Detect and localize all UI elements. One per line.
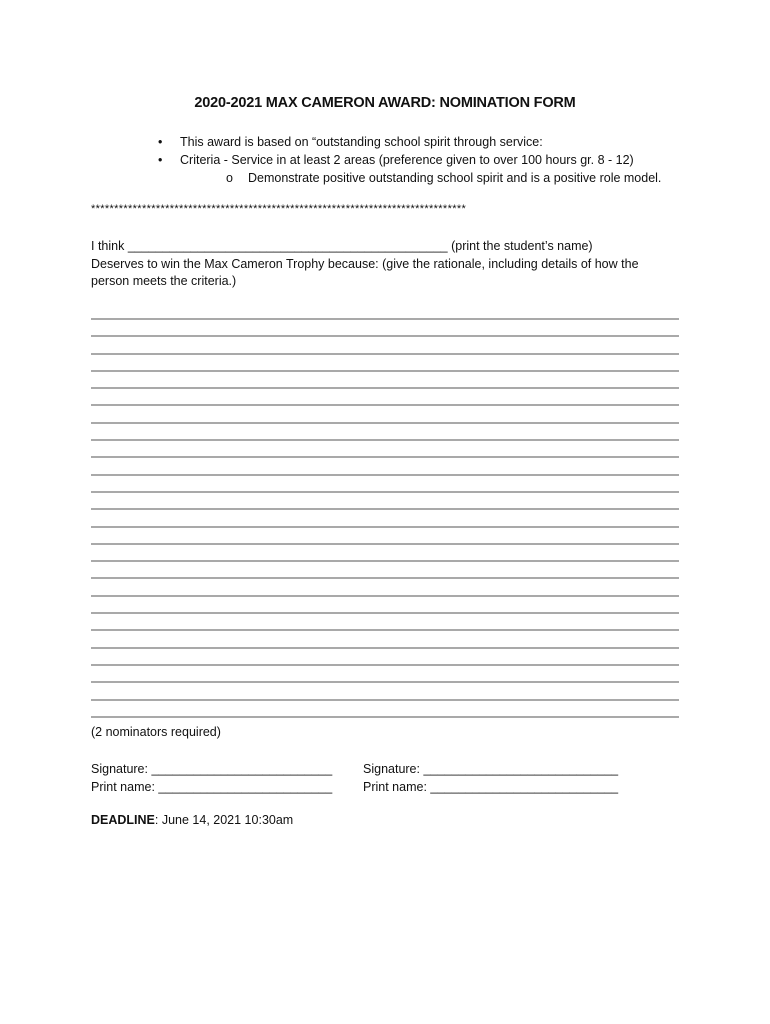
student-name-line[interactable]: I think ______________________________________________ (print the student’s name) xyxy=(91,239,593,253)
writing-line[interactable] xyxy=(91,716,679,718)
writing-line[interactable] xyxy=(91,612,679,614)
writing-line[interactable] xyxy=(91,491,679,493)
rationale-writing-area[interactable] xyxy=(91,318,679,733)
deadline-value: : June 14, 2021 10:30am xyxy=(154,813,294,827)
writing-line[interactable] xyxy=(91,508,679,510)
nominators-required-note: (2 nominators required) xyxy=(91,725,221,739)
writing-line[interactable] xyxy=(91,474,679,476)
writing-line[interactable] xyxy=(91,647,679,649)
nominator-1-print-name-line[interactable]: Print name: _________________________ xyxy=(91,780,333,794)
criteria-list xyxy=(158,133,661,187)
writing-line[interactable] xyxy=(91,439,679,441)
writing-line[interactable] xyxy=(91,353,679,355)
writing-line[interactable] xyxy=(91,370,679,372)
list-item xyxy=(158,151,661,169)
nominator-1-signature-line[interactable]: Signature: __________________________ xyxy=(91,762,333,776)
writing-line[interactable] xyxy=(91,335,679,337)
writing-line[interactable] xyxy=(91,664,679,666)
writing-line[interactable] xyxy=(91,629,679,631)
rationale-prompt-cont: person meets the criteria.) xyxy=(91,274,237,288)
writing-line[interactable] xyxy=(91,699,679,701)
writing-line[interactable] xyxy=(91,681,679,683)
form-title: 2020-2021 MAX CAMERON AWARD: NOMINATION FORM xyxy=(194,95,576,111)
writing-line[interactable] xyxy=(91,595,679,597)
bullet-icon: • xyxy=(158,153,163,167)
writing-line[interactable] xyxy=(91,404,679,406)
bullet-text-award-basis: This award is based on “outstanding school spirit through service: xyxy=(180,135,543,149)
writing-line[interactable] xyxy=(91,560,679,562)
deadline xyxy=(91,813,293,827)
writing-line[interactable] xyxy=(91,526,679,528)
rationale-prompt: Deserves to win the Max Cameron Trophy because: (give the rationale, including details of how the xyxy=(91,256,639,271)
writing-line[interactable] xyxy=(91,422,679,424)
bullet-icon: • xyxy=(158,135,163,149)
bullet-text-criteria: Criteria - Service in at least 2 areas (preference given to over 100 hours gr. 8 - 12) xyxy=(180,153,634,167)
nominator-2-signature-line[interactable]: Signature: ____________________________ xyxy=(363,762,619,776)
asterisk-separator: ********************************************************************************* xyxy=(91,203,467,215)
writing-line[interactable] xyxy=(91,456,679,458)
sub-bullet-icon: o xyxy=(226,171,233,185)
sub-list-item xyxy=(158,169,661,187)
writing-line[interactable] xyxy=(91,318,679,320)
list-item xyxy=(158,133,661,151)
deadline-label: DEADLINE xyxy=(91,813,155,827)
nominator-2-print-name-line[interactable]: Print name: ___________________________ xyxy=(363,780,619,794)
writing-line[interactable] xyxy=(91,577,679,579)
writing-line[interactable] xyxy=(91,543,679,545)
nominator-1-block xyxy=(91,760,332,796)
writing-line[interactable] xyxy=(91,387,679,389)
nominator-2-block xyxy=(363,760,618,796)
sub-bullet-text: Demonstrate positive outstanding school spirit and is a positive role model. xyxy=(248,171,662,185)
nomination-intro xyxy=(91,238,691,291)
